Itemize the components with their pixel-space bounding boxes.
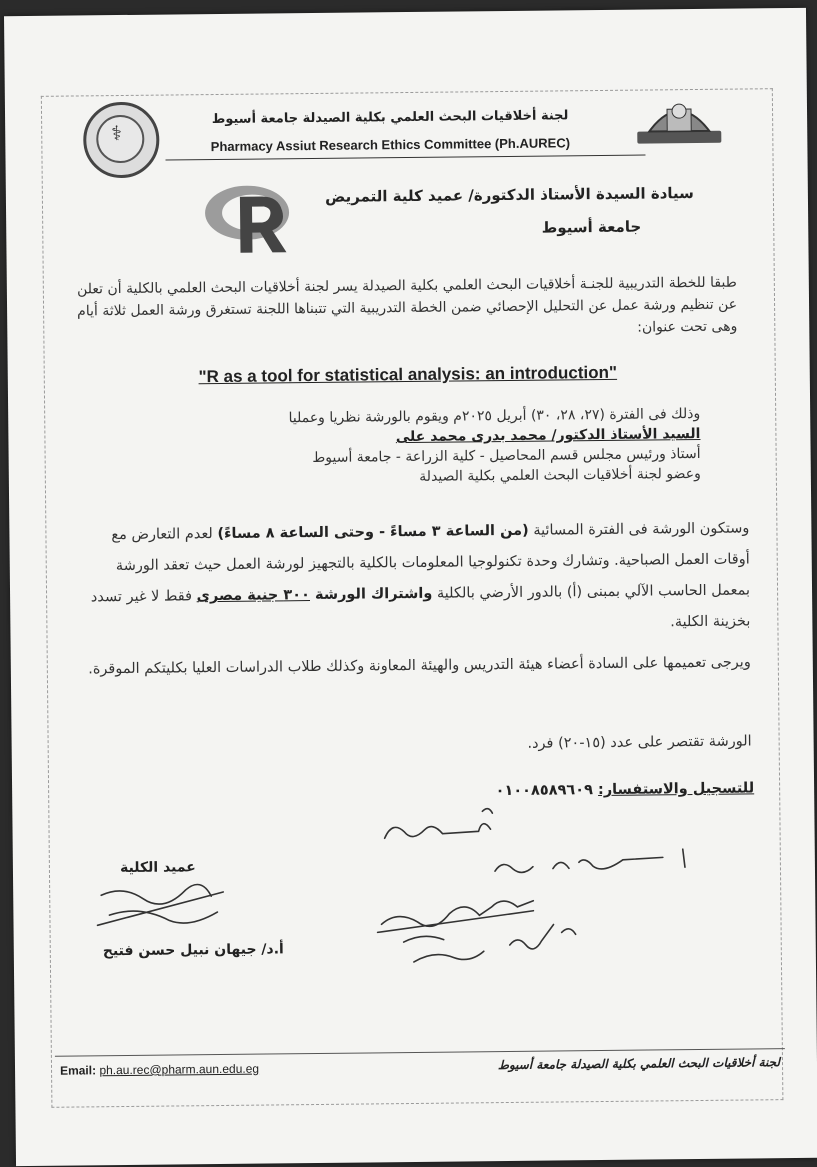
registration-label: للتسجيل والاستفسار: bbox=[597, 780, 755, 799]
presenter-name: السيد الأستاذ الدكتور/ محمد بدرى محمد على bbox=[395, 425, 701, 446]
letter-page bbox=[4, 8, 817, 1166]
addressee-line2: جامعة أسيوط bbox=[541, 217, 642, 237]
period-text: وذلك فى الفترة (٢٧، ٢٨، ٣٠) أبريل ٢٠٢٥م ويقوم بالورشة نظريا وعمليا bbox=[288, 405, 701, 427]
registration-phone: ٠١٠٠٨٥٨٩٦٠٩ bbox=[495, 782, 594, 800]
r-language-logo bbox=[202, 178, 303, 259]
dean-name: أ.د/ جيهان نبيل حسن فتيح bbox=[102, 941, 284, 960]
workshop-details bbox=[158, 404, 701, 490]
email-link[interactable]: ph.au.rec@pharm.aun.edu.eg bbox=[99, 1061, 260, 1078]
participant-limit: الورشة تقتصر على عدد (١٥-٢٠) فرد. bbox=[527, 733, 752, 752]
header-committee-arabic: لجنة أخلاقيات البحث العلمي بكلية الصيدلة جامعة أسيوط bbox=[211, 108, 569, 128]
addressee-line1: سيادة السيدة الأستاذ الدكتورة/ عميد كلية التمريض bbox=[325, 184, 694, 206]
header-committee-english: Pharmacy Assiut Research Ethics Committee (Ph.AUREC) bbox=[210, 135, 571, 155]
committee-logo bbox=[83, 102, 160, 179]
presenter-position1: أستاذ ورئيس مجلس قسم المحاصيل - كلية الزراعة - جامعة أسيوط bbox=[312, 445, 701, 467]
university-logo bbox=[633, 91, 726, 148]
intro-paragraph: طبقا للخطة التدريبية للجنـة أخلاقيات البحث العلمي بكلية الصيدلة يسر لجنة أخلاقيات البحث العلمي بالكلية أن تعلن عن تنظيم ورشة عمل عن التحليل الإحصائي ضمن الخطة التدريبية التي تتبناها اللجنة تستغرق ورشة العمل ثلاثة أيام وهى تحت عنوان: bbox=[76, 274, 738, 336]
footer-committee-arabic: لجنة أخلاقيات البحث العلمي بكلية الصيدلة جامعة أسيوط bbox=[497, 1055, 781, 1073]
footer-email: Email: ph.au.rec@pharm.aun.edu.eg bbox=[59, 1061, 260, 1078]
fee-label: واشتراك الورشة bbox=[309, 585, 433, 604]
workshop-title: "R as a tool for statistical analysis: an introduction" bbox=[198, 362, 618, 387]
workshop-time: (من الساعة ٣ مساءً - وحتى الساعة ٨ مساءً) bbox=[217, 522, 529, 543]
schedule-paragraph: وستكون الورشة فى الفترة المسائية (من الساعة ٣ مساءً - وحتى الساعة ٨ مساءً) لعدم التعارض مع أوقات العمل الصباحية. وتشارك وحدة تكنولوجيا المعلومات بالكلية بالتجهيز لورشة العمل حيث تعقد الورشة بمعمل الحاسب الآلي بمبنى (أ) بالدور الأرضي بالكلية واشتراك الورشة ٣٠٠ جنية مصرى فقط لا غير تسدد بخزينة الكلية. bbox=[90, 520, 751, 631]
circulate-paragraph: ويرجى تعميمها على السادة أعضاء هيئة التدريس والهيئة المعاونة وكذلك طلاب الدراسات العليا بكليتكم الموقرة. bbox=[88, 654, 751, 678]
fee-value: ٣٠٠ جنية مصرى bbox=[196, 587, 311, 605]
dean-title: عميد الكلية bbox=[119, 859, 196, 877]
caduceus-icon: ⚕ bbox=[111, 121, 123, 146]
presenter-position2: وعضو لجنة أخلاقيات البحث العلمي بكلية الصيدلة bbox=[419, 465, 701, 485]
